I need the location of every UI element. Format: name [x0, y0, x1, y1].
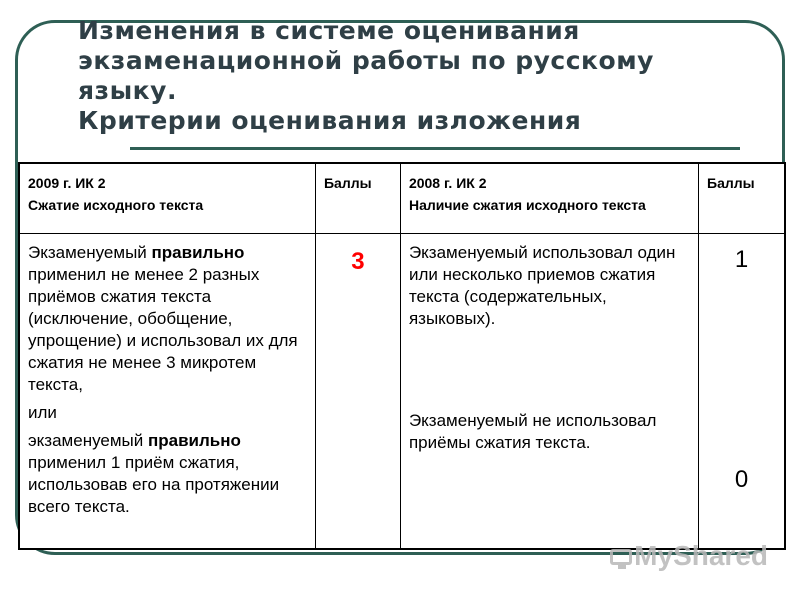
table-header-row: [19, 163, 785, 233]
title-line-3: языку.: [78, 76, 177, 105]
watermark-text: MyShared: [634, 540, 768, 571]
header-points-2: [699, 163, 785, 233]
criterion-2009-score-cell: [315, 233, 400, 549]
monitor-icon: [608, 543, 628, 569]
criterion-2008-score-cell: [699, 233, 785, 549]
title-line-2: экзаменационной работы по русскому: [78, 46, 654, 75]
criterion-2009-p1-bold: правильно: [151, 242, 245, 262]
criterion-2009-p3-start: экзаменуемый: [28, 430, 148, 450]
criterion-2008-gap: [409, 330, 690, 410]
criteria-table: [18, 162, 786, 550]
header-2009-year: 2009 г. ИК 2: [28, 175, 106, 191]
criterion-2008-p2: Экзаменуемый не использовал приёмы сжатия текста.: [408, 410, 657, 452]
criterion-2009-p3-end: применил 1 приём сжатия, использовав его на протяжении всего текста.: [28, 452, 280, 516]
header-2009-topic: Сжатие исходного текста: [28, 197, 204, 213]
title-line-4: Критерии оценивания изложения: [78, 106, 582, 135]
header-points-2-label: Баллы: [707, 175, 755, 191]
criterion-2009-p1-end: применил не менее 2 разных приёмов сжатия текста (исключение, обобщение, упрощение) и использовал их для сжатия не менее 3 микротем текста,: [28, 264, 298, 394]
header-points-1: [315, 163, 400, 233]
title-line-1: Изменения в системе оценивания: [78, 16, 580, 45]
criterion-2008-text: [400, 233, 698, 549]
header-2008-topic: Наличие сжатия исходного текста: [408, 197, 646, 213]
criterion-2009-p3-bold: правильно: [147, 430, 241, 450]
criterion-2009-p1-start: Экзаменуемый: [28, 242, 152, 262]
criterion-2009-p1: [28, 242, 307, 396]
criterion-2009-score: 3: [351, 247, 365, 275]
criterion-2008-score-1: 1: [734, 245, 749, 273]
criterion-2008-p1: Экзаменуемый использовал один или несколько приемов сжатия текста (содержательных, языковых).: [408, 242, 676, 328]
header-2008: [400, 163, 698, 233]
criterion-2008-score-0: 0: [734, 465, 749, 493]
slide-title: [78, 16, 758, 136]
header-2009: [19, 163, 315, 233]
watermark: [608, 538, 768, 574]
criterion-2009-or: или: [28, 402, 57, 422]
header-2008-year: 2008 г. ИК 2: [408, 175, 487, 191]
title-underline: [130, 147, 740, 150]
criterion-2009-text: [19, 233, 315, 549]
table-body-row: [19, 233, 785, 549]
header-points-1-label: Баллы: [323, 175, 372, 191]
criterion-2009-p3: [28, 430, 307, 518]
